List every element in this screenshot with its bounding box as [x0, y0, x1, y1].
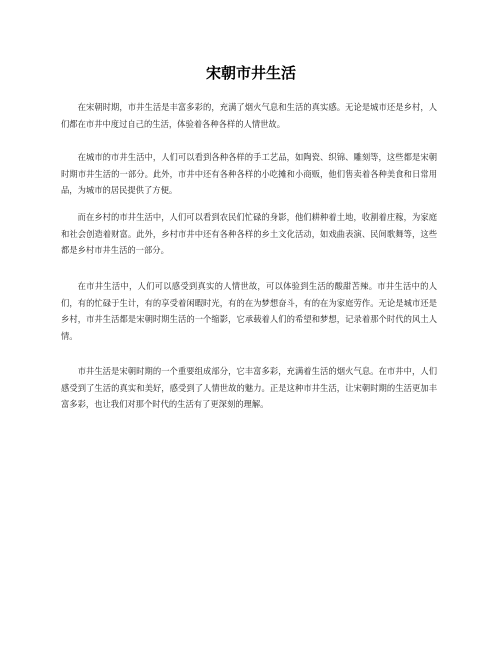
paragraph-4: 在市井生活中，人们可以感受到真实的人情世故，可以体验到生活的酸甜苦辣。市井生活中的人们，有的忙碌于生计，有的享受着闲暇时光，有的在为梦想奋斗，有的在为家庭劳作。无论是城市还是乡村，市井生活都是宋朝时期生活的一个缩影，它承载着人们的希望和梦想，记录着那个时代的风土人情。 — [61, 281, 437, 341]
paragraph-5: 市井生活是宋朝时期的一个重要组成部分，它丰富多彩，充满着生活的烟火气息。在市井中，人们感受到了生活的真实和美好，感受到了人情世故的魅力。正是这种市井生活，让宋朝时期的生活更加丰富多彩，也让我们对那个时代的生活有了更深刻的理解。 — [61, 366, 437, 409]
paragraph-3: 而在乡村的市井生活中，人们可以看到农民们忙碌的身影，他们耕种着土地，收割着庄稼，为家庭和社会创造着财富。此外，乡村市井中还有各种各样的乡土文化活动，如戏曲表演、民间歌舞等，这些都是乡村市井生活的一部分。 — [61, 212, 437, 255]
document-title: 宋朝市井生活 — [205, 64, 296, 82]
paragraph-2: 在城市的市井生活中，人们可以看到各种各样的手工艺品，如陶瓷、织锦、雕刻等，这些都是宋朝时期市井生活的一部分。此外，市井中还有各种各样的小吃摊和小商贩，他们售卖着各种美食和日常用品，为城市的居民提供了方便。 — [61, 152, 437, 195]
paragraph-1: 在宋朝时期，市井生活是丰富多彩的，充满了烟火气息和生活的真实感。无论是城市还是乡村，人们都在市井中度过自己的生活，体验着各种各样的人情世故。 — [61, 102, 437, 129]
